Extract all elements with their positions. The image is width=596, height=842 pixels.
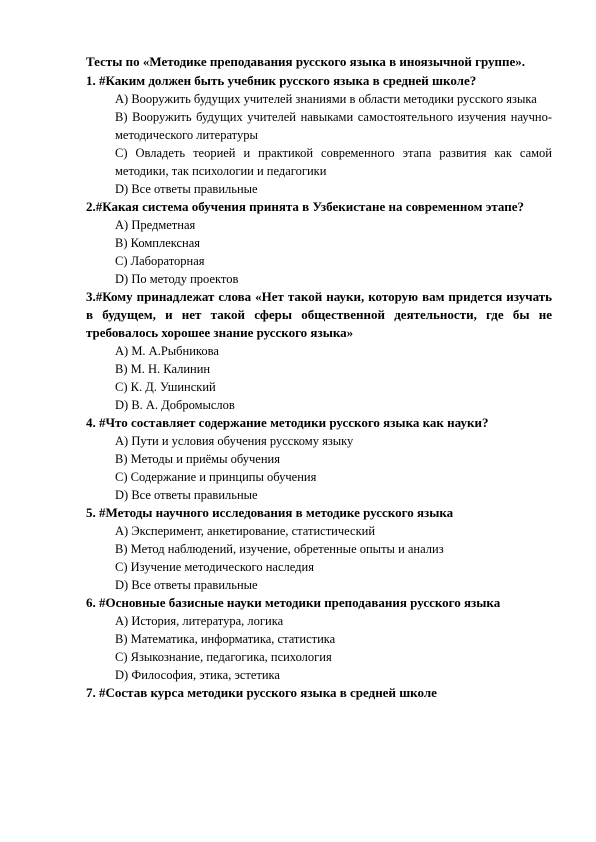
answer-d: D) Все ответы правильные xyxy=(115,182,258,196)
answer-a: A) М. А.Рыбникова xyxy=(115,344,219,358)
answer-c: C) Изучение методического наследия xyxy=(115,560,314,574)
question-text: 5. #Методы научного исследования в методике русского языка xyxy=(86,505,454,520)
answer-b: B) Методы и приёмы обучения xyxy=(115,452,280,466)
question-5 xyxy=(86,504,552,594)
question-2 xyxy=(86,198,552,288)
question-text: 4. #Что составляет содержание методики русского языка как науки? xyxy=(86,415,489,430)
question-1 xyxy=(86,72,552,198)
answer-b: B) Вооружить будущих учителей навыками самостоятельного изучения научно-методического литературы xyxy=(115,110,552,142)
answer-b: B) Метод наблюдений, изучение, обретенные опыты и анализ xyxy=(115,542,444,556)
answer-d: D) Все ответы правильные xyxy=(115,488,258,502)
answer-a: A) Эксперимент, анкетирование, статистический xyxy=(115,524,376,538)
document-title: Тесты по «Методике преподавания русского языка в иноязычной группе». xyxy=(86,54,526,69)
answer-list xyxy=(86,612,552,684)
answer-list xyxy=(86,342,552,414)
answer-b: B) Комплексная xyxy=(115,236,201,250)
answer-c: C) Содержание и принципы обучения xyxy=(115,470,317,484)
answer-list xyxy=(86,216,552,288)
document-page xyxy=(86,53,552,702)
question-text: 1. #Каким должен быть учебник русского языка в средней школе? xyxy=(86,73,477,88)
answer-c: C) Лабораторная xyxy=(115,254,205,268)
answer-b: B) М. Н. Калинин xyxy=(115,362,211,376)
question-text: 2.#Какая система обучения принята в Узбекистане на современном этапе? xyxy=(86,199,524,214)
answer-a: A) Вооружить будущих учителей знаниями в области методики русского языка xyxy=(115,92,537,106)
answer-list xyxy=(86,90,552,198)
answer-d: D) Все ответы правильные xyxy=(115,578,258,592)
answer-a: A) Пути и условия обучения русскому языку xyxy=(115,434,354,448)
answer-c: C) Овладеть теорией и практикой современного этапа развития как самой методики, так психологии и педагогики xyxy=(115,146,552,178)
question-text: 7. #Состав курса методики русского языка в средней школе xyxy=(86,685,437,700)
answer-d: D) Философия, этика, эстетика xyxy=(115,668,280,682)
answer-d: D) В. А. Добромыслов xyxy=(115,398,235,412)
question-text: 3.#Кому принадлежат слова «Нет такой науки, которую вам придется изучать в будущем, и нет такой сферы общественной деятельности, где бы не требовалось хорошее знание русского языка» xyxy=(86,289,552,340)
answer-list xyxy=(86,432,552,504)
question-text: 6. #Основные базисные науки методики преподавания русского языка xyxy=(86,595,501,610)
answer-c: C) К. Д. Ушинский xyxy=(115,380,216,394)
answer-a: A) История, литература, логика xyxy=(115,614,284,628)
answer-c: C) Языкознание, педагогика, психология xyxy=(115,650,332,664)
question-6 xyxy=(86,594,552,684)
question-3 xyxy=(86,288,552,414)
answer-b: B) Математика, информатика, статистика xyxy=(115,632,336,646)
answer-list xyxy=(86,522,552,594)
answer-d: D) По методу проектов xyxy=(115,272,239,286)
question-4 xyxy=(86,414,552,504)
answer-a: A) Предметная xyxy=(115,218,196,232)
question-7 xyxy=(86,684,552,702)
